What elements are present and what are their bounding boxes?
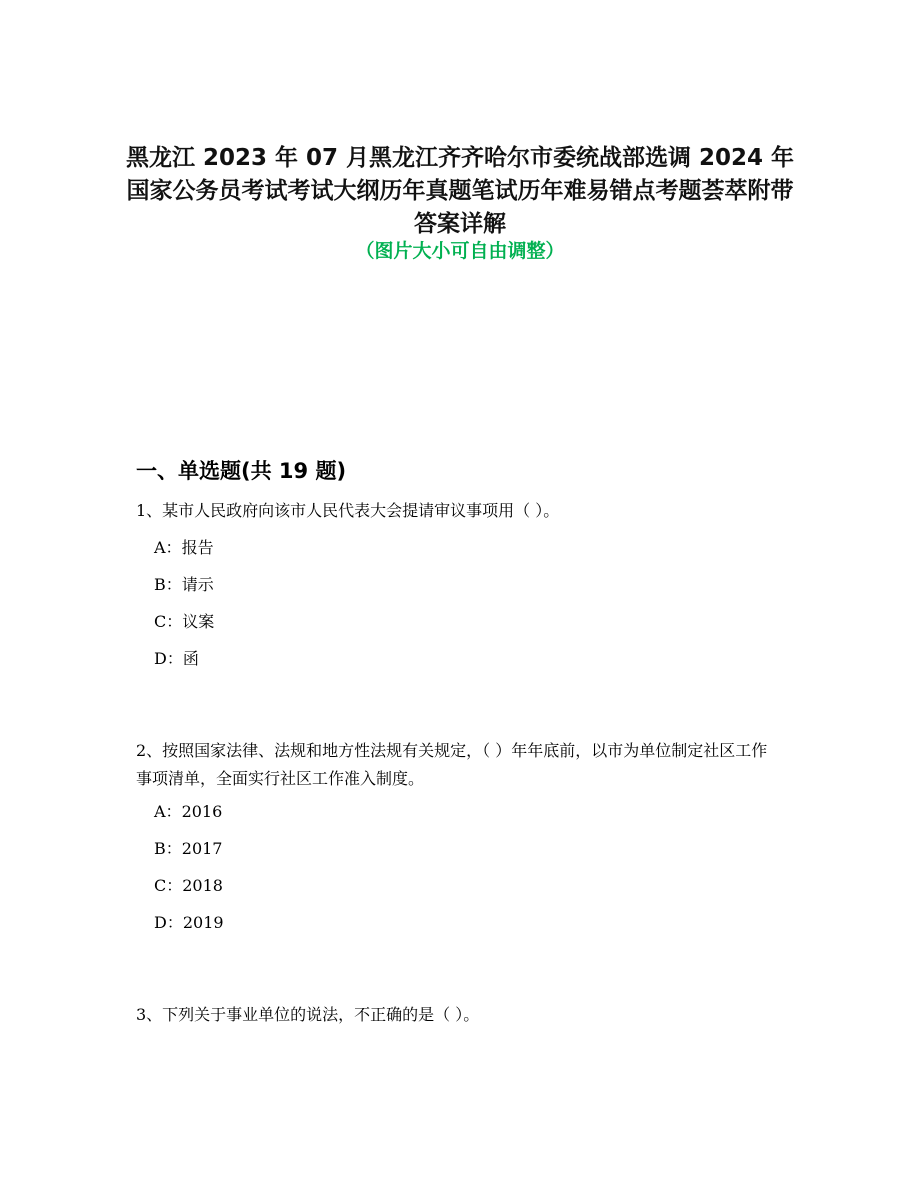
document-title: 黑龙江 2023 年 07 月黑龙江齐齐哈尔市委统战部选调 2024 年国家公务员考试考试大纲历年真题笔试历年难易错点考题荟萃附带答案详解 <box>125 145 795 237</box>
option-text: 2018 <box>182 876 223 895</box>
option-letter: C： <box>154 612 183 631</box>
question-2-option-a <box>154 800 222 824</box>
option-text: 议案 <box>182 612 215 631</box>
option-text: 2019 <box>182 913 224 932</box>
question-1-option-d <box>154 647 199 671</box>
option-letter: D： <box>154 913 183 932</box>
question-1-option-a <box>154 536 214 560</box>
question-2-option-b <box>154 837 222 861</box>
question-1-option-c <box>154 610 214 634</box>
question-1: 1、某市人民政府向该市人民代表大会提请审议事项用（ ）。 <box>136 501 560 520</box>
option-text: 2017 <box>181 839 223 858</box>
question-2: 2、按照国家法律、法规和地方性法规有关规定，（ ）年年底前，以市为单位制定社区工作事项清单，全面实行社区工作准入制度。 <box>136 741 768 788</box>
option-letter: D： <box>154 649 183 668</box>
option-text: 2016 <box>181 802 223 821</box>
option-letter: C： <box>154 876 183 895</box>
question-1-option-b <box>154 573 214 597</box>
question-3: 3、下列关于事业单位的说法，不正确的是（ ）。 <box>136 1005 480 1024</box>
question-2-option-d <box>154 911 224 935</box>
question-2-option-c <box>154 874 223 898</box>
option-letter: A： <box>154 538 182 557</box>
option-letter: A： <box>154 802 182 821</box>
option-text: 请示 <box>181 575 214 594</box>
option-letter: B： <box>154 575 182 594</box>
option-text: 报告 <box>181 538 214 557</box>
option-letter: B： <box>154 839 182 858</box>
option-text: 函 <box>182 649 199 668</box>
document-subtitle: （图片大小可自由调整） <box>355 240 565 262</box>
section-heading: 一、单选题(共 19 题) <box>136 459 347 483</box>
